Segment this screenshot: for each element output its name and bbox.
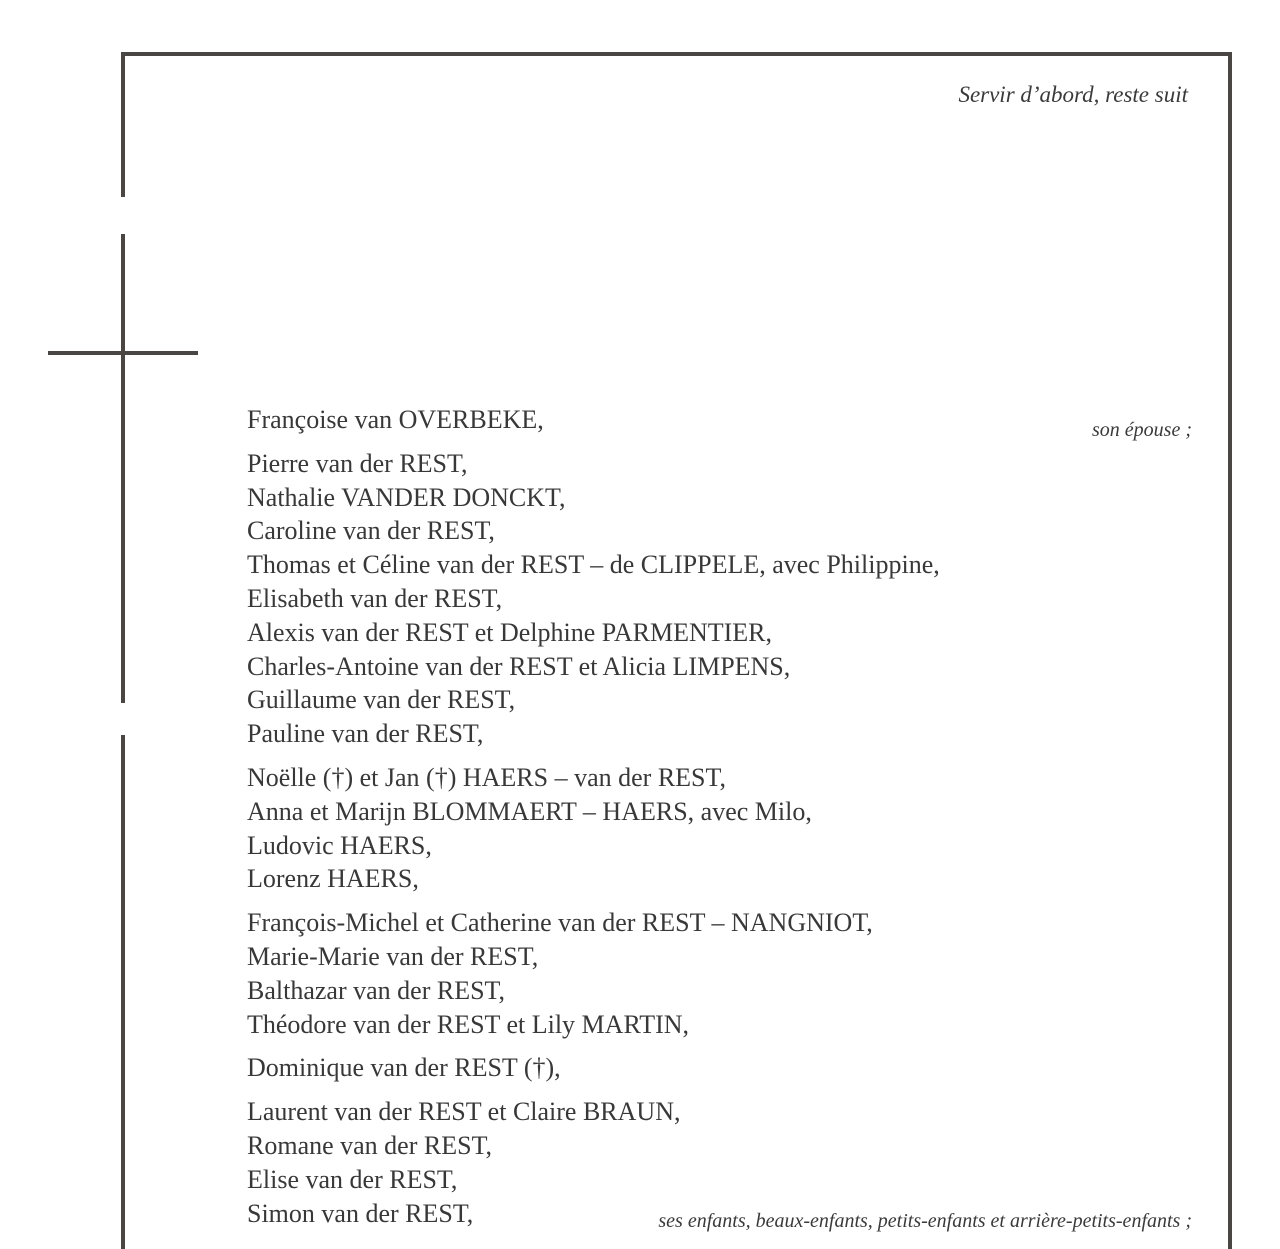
name-line: Pauline van der REST, <box>247 719 484 749</box>
family-group-2 <box>247 761 1192 896</box>
name-line: Thomas et Céline van der REST – de CLIPPELE, avec Philippine, <box>247 550 940 580</box>
motto: Servir d’abord, reste suit <box>958 82 1188 107</box>
name-line: Charles-Antoine van der REST et Alicia LIMPENS, <box>247 651 791 681</box>
name-line: Balthazar van der REST, <box>247 975 505 1005</box>
name-line: Noëlle (†) et Jan (†) HAERS – van der REST, <box>247 762 726 792</box>
name-line: Ludovic HAERS, <box>247 830 432 860</box>
cross-horizontal-bar <box>48 351 198 355</box>
name-line: Caroline van der REST, <box>247 516 495 546</box>
name-line: Elise van der REST, <box>247 1164 458 1194</box>
name-line: François-Michel et Catherine van der REST – NANGNIOT, <box>247 908 873 938</box>
frame-left-border-top <box>121 52 125 197</box>
frame-left-border-bottom <box>121 735 125 1249</box>
name-line: Lorenz HAERS, <box>247 864 419 894</box>
family-group-3 <box>247 906 1192 1041</box>
name-line: Pierre van der REST, <box>247 448 468 478</box>
name-line: Alexis van der REST et Delphine PARMENTIER, <box>247 617 773 647</box>
spouse-group <box>247 403 1192 441</box>
name-line: Guillaume van der REST, <box>247 685 516 715</box>
name-line: Françoise van OVERBEKE, <box>247 405 544 434</box>
family-group-4 <box>247 1051 1192 1085</box>
spouse-role: son épouse ; <box>1092 419 1192 441</box>
name-line: Théodore van der REST et Lily MARTIN, <box>247 1009 690 1039</box>
name-line: Laurent van der REST et Claire BRAUN, <box>247 1097 681 1127</box>
name-line: Anna et Marijn BLOMMAERT – HAERS, avec Milo, <box>247 796 812 826</box>
frame-right-border <box>1228 52 1232 1249</box>
family-group-5 <box>247 1095 1192 1233</box>
cross-vertical-bar <box>121 234 125 703</box>
frame-top-border <box>121 52 1232 56</box>
name-line: Nathalie VANDER DONCKT, <box>247 482 566 512</box>
name-line: Marie-Marie van der REST, <box>247 941 539 971</box>
name-line: Elisabeth van der REST, <box>247 583 503 613</box>
family-list <box>247 403 1192 1233</box>
name-line: Romane van der REST, <box>247 1130 493 1160</box>
children-role: ses enfants, beaux-enfants, petits-enfants et arrière-petits-enfants ; <box>658 1210 1192 1233</box>
family-group-1 <box>247 447 1192 751</box>
name-line: Simon van der REST, <box>247 1198 474 1228</box>
name-line: Dominique van der REST (†), <box>247 1053 561 1083</box>
